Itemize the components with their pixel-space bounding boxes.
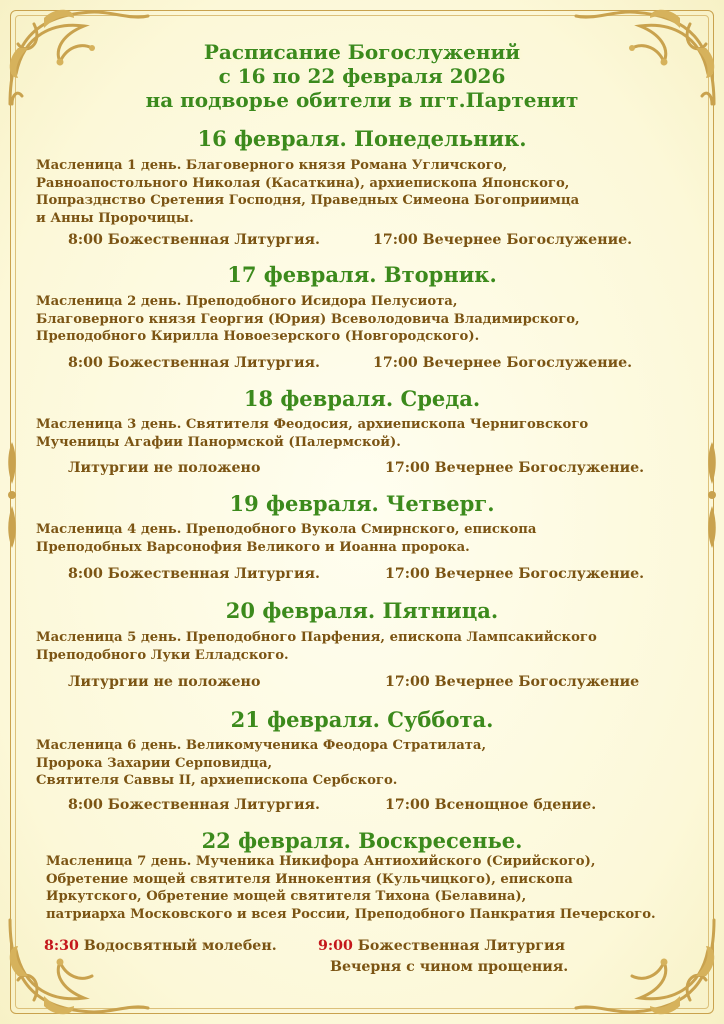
- description-line: и Анны Пророчицы.: [36, 210, 194, 226]
- service-evening: 17:00 Всенощное бдение.: [385, 797, 597, 813]
- service-evening: 17:00 Вечернее Богослужение.: [385, 566, 645, 582]
- service-label: Водосвятный молебен.: [78, 938, 277, 954]
- description-line: Преподобного Кирилла Новоезерского (Новгородского).: [36, 329, 480, 345]
- service-liturgy: [318, 936, 565, 956]
- description-line: Масленица 6 день. Великомученика Феодора Стратилата,: [36, 738, 487, 753]
- schedule-header: [60, 40, 664, 112]
- description-line: Иркутского, Обретение мощей святителя Тихона (Белавина),: [46, 889, 527, 905]
- day-title: 22 февраля. Воскресенье.: [201, 828, 523, 853]
- corner-ornament-icon: [570, 910, 720, 1020]
- service-morning: 8:00 Божественная Литургия.: [68, 566, 320, 582]
- day-title: 18 февраля. Среда.: [243, 386, 481, 411]
- description-line: Преподобных Варсонофия Великого и Иоанна пророка.: [36, 539, 470, 555]
- day-description: [36, 293, 696, 346]
- description-line: Мученицы Агафии Панормской (Палермской).: [36, 434, 401, 450]
- service-evening: 17:00 Вечернее Богослужение: [385, 674, 640, 690]
- description-line: Масленица 3 день. Святителя Феодосия, архиепископа Черниговского: [36, 417, 589, 432]
- day-title: 19 февраля. Четверг.: [229, 491, 495, 516]
- description-line: Масленица 7 день. Мученика Никифора Антиохийского (Сирийского),: [46, 854, 596, 869]
- description-line: Преподобного Луки Елладского.: [36, 647, 289, 663]
- header-title: Расписание Богослужений: [203, 40, 521, 64]
- service-morning: 8:00 Божественная Литургия.: [68, 355, 320, 371]
- day-description: [36, 629, 696, 664]
- service-time: 9:00: [318, 938, 353, 954]
- service-morning: Литургии не положено: [68, 674, 261, 690]
- service-vespers: Вечерня с чином прощения.: [330, 959, 569, 975]
- description-line: Пророка Захарии Серповидца,: [36, 755, 273, 771]
- day-description: [36, 737, 696, 790]
- day-title: 20 февраля. Пятница.: [225, 598, 499, 623]
- description-line: Масленица 1 день. Благоверного князя Романа Угличского,: [36, 158, 508, 173]
- day-title: 16 февраля. Понедельник.: [197, 126, 527, 151]
- service-evening: 17:00 Вечернее Богослужение.: [373, 355, 633, 371]
- service-label: Божественная Литургия: [352, 938, 565, 954]
- description-line: патриарха Московского и всея России, Преподобного Панкратия Печерского.: [46, 906, 656, 922]
- day-title: 17 февраля. Вторник.: [227, 262, 497, 287]
- corner-ornament-icon: [4, 910, 154, 1020]
- description-line: Обретение мощей святителя Иннокентия (Кульчицкого), епископа: [46, 871, 573, 887]
- description-line: Равноапостольного Николая (Касаткина), архиепископа Японского,: [36, 175, 570, 191]
- description-line: Масленица 5 день. Преподобного Парфения, епископа Лампсакийского: [36, 630, 597, 645]
- service-water-blessing: [44, 936, 277, 956]
- service-evening: 17:00 Вечернее Богослужение.: [373, 232, 633, 248]
- description-line: Масленица 4 день. Преподобного Вукола Смирнского, епископа: [36, 522, 537, 537]
- header-location: на подворье обители в пгт.Партенит: [145, 88, 579, 112]
- service-evening: 17:00 Вечернее Богослужение.: [385, 460, 645, 476]
- day-description: [46, 853, 706, 923]
- description-line: Масленица 2 день. Преподобного Исидора Пелусиота,: [36, 294, 458, 309]
- service-time: 8:30: [44, 938, 79, 954]
- description-line: Попразднство Сретения Господня, Праведных Симеона Богоприимца: [36, 193, 580, 209]
- description-line: Благоверного князя Георгия (Юрия) Всеволодовича Владимирского,: [36, 311, 580, 327]
- service-morning: 8:00 Божественная Литургия.: [68, 232, 320, 248]
- day-title: 21 февраля. Суббота.: [230, 707, 494, 732]
- header-dates: с 16 по 22 февраля 2026: [218, 64, 506, 88]
- day-description: [36, 416, 696, 451]
- day-description: [36, 157, 696, 227]
- day-description: [36, 521, 696, 556]
- service-morning: Литургии не положено: [68, 460, 261, 476]
- service-morning: 8:00 Божественная Литургия.: [68, 797, 320, 813]
- description-line: Святителя Саввы II, архиепископа Сербского.: [36, 773, 398, 789]
